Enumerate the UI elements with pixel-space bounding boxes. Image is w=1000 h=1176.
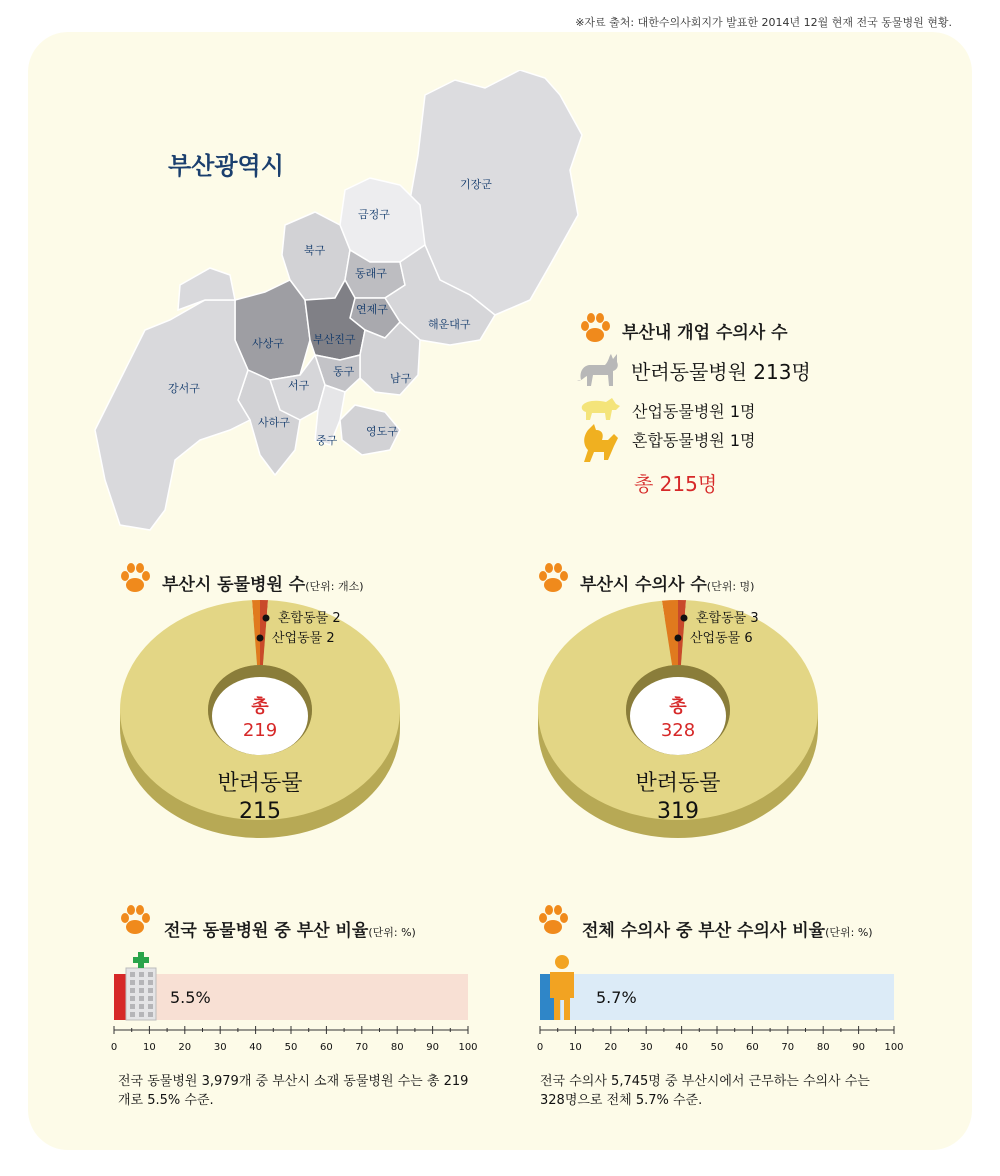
x-tick-label: 10: [143, 1042, 156, 1053]
x-tick-label: 100: [884, 1042, 904, 1053]
x-tick-label: 0: [110, 1042, 118, 1053]
donut-slice-label: 산업동물 6: [690, 631, 753, 646]
dog-cat-icon: [578, 420, 622, 466]
bar1-title-text: 전국 동물병원 중 부산 비율: [164, 921, 369, 941]
label-jung: 중구: [316, 434, 338, 447]
donut-main-value: 215: [239, 799, 281, 824]
label-sasang: 사상구: [252, 337, 284, 350]
paw-icon: [578, 313, 612, 343]
x-tick-label: 70: [781, 1042, 795, 1053]
donut-chart-hospitals: [110, 590, 420, 860]
bar1-title: [164, 916, 416, 941]
x-tick-label: 80: [390, 1042, 404, 1053]
x-tick-label: 30: [213, 1042, 227, 1053]
busan-map: [85, 70, 605, 540]
paw-icon: [536, 563, 570, 593]
bar-value-label: 5.5%: [170, 988, 211, 1007]
district-gangseo: [95, 300, 250, 530]
donut-main-value: 319: [657, 799, 699, 824]
donut1-title-text: 부산시 동물병원 수: [162, 575, 306, 595]
x-tick-label: 20: [604, 1042, 618, 1053]
donut-label-dot: [675, 635, 682, 642]
donut1-unit: (단위: 개소): [305, 580, 364, 593]
bar-track: [540, 974, 894, 1020]
bar2-note: 전국 수의사 5,745명 중 부산시에서 근무하는 수의사 수는 328명으로 전체 5.7% 수준.: [540, 1074, 870, 1108]
x-tick-label: 0: [536, 1042, 544, 1053]
x-tick-label: 70: [355, 1042, 369, 1053]
donut-total: 219: [242, 720, 278, 741]
x-tick-label: 80: [816, 1042, 830, 1053]
label-geumjeong: 금정구: [358, 208, 390, 221]
hospital-icon: [126, 952, 156, 1020]
paw-icon: [118, 905, 152, 935]
bar2-title: [582, 916, 873, 941]
bar-track: [114, 974, 468, 1020]
donut-slice-label: 혼합동물 3: [696, 611, 759, 626]
x-tick-label: 40: [249, 1042, 262, 1053]
x-tick-label: 90: [426, 1042, 439, 1053]
bar2-title-text: 전체 수의사 중 부산 수의사 비율: [582, 921, 826, 941]
label-yeongdo: 영도구: [366, 425, 398, 438]
legend-pet-label: 반려동물병원 213명: [631, 359, 811, 384]
x-tick-label: 50: [710, 1042, 724, 1053]
label-buk: 북구: [304, 244, 326, 257]
donut-label-dot: [257, 635, 264, 642]
donut-label-dot: [681, 615, 688, 622]
donut-total: 328: [660, 720, 696, 741]
legend-mixed-label: 혼합동물병원 1명: [632, 430, 756, 450]
donut-center-label: 총: [251, 696, 269, 717]
bar-value-label: 5.7%: [596, 988, 637, 1007]
x-tick-label: 60: [320, 1042, 333, 1053]
label-yeonje: 연제구: [356, 303, 388, 316]
donut-chart-vets: [528, 590, 838, 860]
paw-icon: [536, 905, 570, 935]
cat-icon: [575, 350, 623, 390]
bar-chart-vet-ratio: [526, 950, 916, 1060]
legend-row-mixed: [578, 420, 755, 466]
label-haeundae: 해운대구: [428, 318, 471, 331]
label-seo: 서구: [288, 379, 310, 392]
label-dong: 동구: [333, 365, 355, 378]
donut-slice-label: 산업동물 2: [272, 631, 335, 646]
x-tick-label: 10: [569, 1042, 582, 1053]
donut-main-label: 반려동물: [217, 771, 303, 796]
label-saha: 사하구: [258, 416, 290, 429]
label-busanjin: 부산진구: [313, 333, 356, 346]
bar2-unit: (단위: %): [825, 926, 873, 939]
legend-industrial-label: 산업동물병원 1명: [632, 401, 756, 421]
legend-total: 총 215명: [634, 472, 718, 496]
x-tick-label: 90: [852, 1042, 865, 1053]
x-tick-label: 50: [284, 1042, 298, 1053]
bar-chart-hospital-ratio: [100, 950, 490, 1060]
map-title: 부산광역시: [168, 152, 284, 180]
donut-center-label: 총: [669, 696, 687, 717]
bar1-unit: (단위: %): [368, 926, 416, 939]
bar1-note: 전국 동물병원 3,979개 중 부산시 소재 동물병원 수는 총 219 개로 5.5% 수준.: [118, 1074, 469, 1108]
x-tick-label: 20: [178, 1042, 192, 1053]
x-tick-label: 60: [746, 1042, 759, 1053]
donut-main-label: 반려동물: [635, 771, 721, 796]
x-tick-label: 30: [639, 1042, 653, 1053]
label-gijang: 기장군: [460, 178, 492, 191]
paw-icon: [118, 563, 152, 593]
donut-label-dot: [263, 615, 270, 622]
vets-legend-title: 부산내 개업 수의사 수: [622, 323, 788, 343]
label-nam: 남구: [390, 372, 412, 385]
legend-row-pet: [575, 350, 811, 390]
label-gangseo: 강서구: [168, 382, 200, 395]
donut2-unit: (단위: 명): [706, 580, 755, 593]
x-tick-label: 100: [458, 1042, 478, 1053]
source-note: ※자료 출처: 대한수의사회지가 발표한 2014년 12월 현재 전국 동물병원 현황.: [575, 16, 952, 29]
x-tick-label: 40: [675, 1042, 688, 1053]
donut2-title-text: 부산시 수의사 수: [580, 575, 707, 595]
donut-slice-label: 혼합동물 2: [278, 611, 341, 626]
label-dongnae: 동래구: [355, 267, 387, 280]
